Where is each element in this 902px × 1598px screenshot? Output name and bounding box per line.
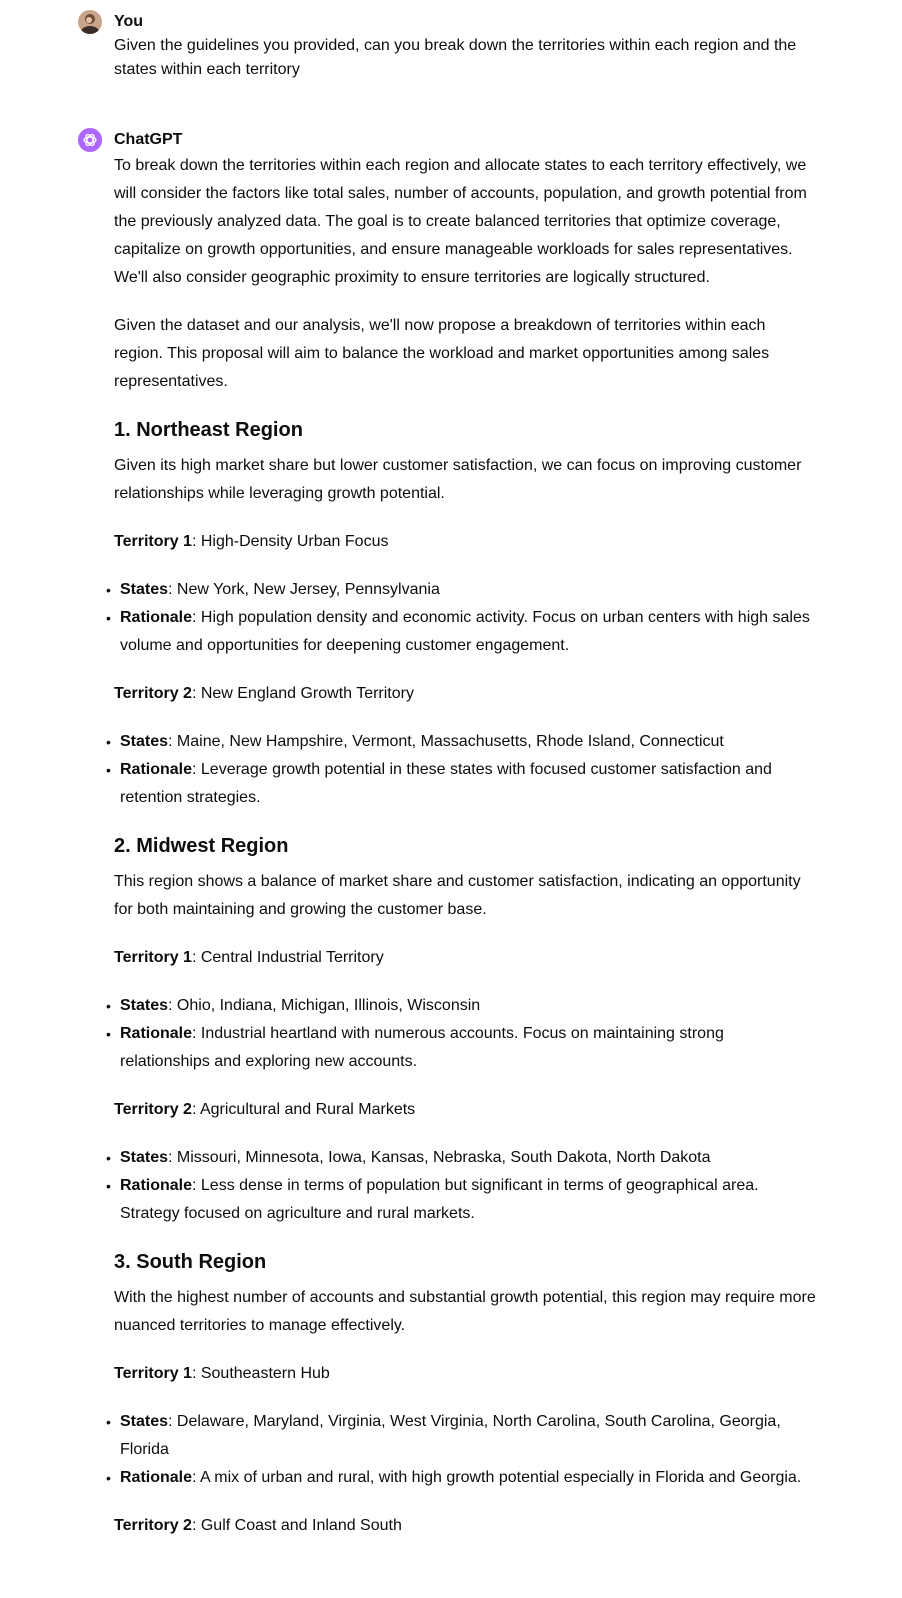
territory-title xyxy=(114,528,818,556)
territory-label: Territory 1 xyxy=(114,533,192,550)
user-message-text: Given the guidelines you provided, can you break down the territories within each region and the states within each territory xyxy=(114,37,797,78)
region-heading: 1. Northeast Region xyxy=(114,419,303,441)
user-photo-avatar-icon xyxy=(78,10,102,34)
list-item xyxy=(120,1172,818,1228)
list-item xyxy=(120,1464,818,1492)
intro-paragraph-1: To break down the territories within each region and allocate states to each territory effectively, we will consider the factors like total sales, number of accounts, population, and growth potential from the previously analyzed data. The goal is to create balanced territories that optimize coverage, capitalize on growth opportunities, and ensure manageable workloads for sales representatives. We'll also consider geographic proximity to ensure territories are logically structured. xyxy=(114,157,807,286)
territory-details-list xyxy=(114,576,818,660)
assistant-avatar xyxy=(78,128,102,152)
territory-details-list xyxy=(114,1408,818,1492)
list-item xyxy=(120,992,818,1020)
states-label: States xyxy=(120,733,169,750)
states-label: States xyxy=(120,997,169,1014)
territory-name: : Southeastern Hub xyxy=(191,1365,330,1382)
rationale-label: Rationale xyxy=(120,1469,193,1486)
list-item xyxy=(120,604,818,660)
territory-name: : Gulf Coast and Inland South xyxy=(191,1517,402,1534)
list-item xyxy=(120,728,818,756)
list-item xyxy=(120,1020,818,1076)
states-value: : Missouri, Minnesota, Iowa, Kansas, Nebraska, South Dakota, North Dakota xyxy=(168,1149,711,1166)
region-summary: With the highest number of accounts and substantial growth potential, this region may require more nuanced territories to manage effectively. xyxy=(114,1289,816,1334)
territory-title xyxy=(114,1512,818,1540)
assistant-message-body xyxy=(114,152,818,1560)
rationale-value: : Industrial heartland with numerous accounts. Focus on maintaining strong relationships and exploring new accounts. xyxy=(120,1025,724,1070)
rationale-label: Rationale xyxy=(120,1025,193,1042)
territory-details-list xyxy=(114,1144,818,1228)
territory-label: Territory 2 xyxy=(114,1101,192,1118)
states-value: : Maine, New Hampshire, Vermont, Massachusetts, Rhode Island, Connecticut xyxy=(168,733,724,750)
rationale-value: : High population density and economic activity. Focus on urban centers with high sales volume and opportunities for deepening customer engagement. xyxy=(120,609,810,654)
region-heading: 2. Midwest Region xyxy=(114,835,289,857)
states-label: States xyxy=(120,1413,169,1430)
states-label: States xyxy=(120,581,169,598)
territory-label: Territory 2 xyxy=(114,1517,192,1534)
assistant-message xyxy=(78,128,818,1598)
territory-title xyxy=(114,944,818,972)
territory-name: : New England Growth Territory xyxy=(191,685,414,702)
user-avatar[interactable] xyxy=(78,10,102,34)
states-label: States xyxy=(120,1149,169,1166)
rationale-value: : A mix of urban and rural, with high growth potential especially in Florida and Georgia. xyxy=(192,1469,802,1486)
states-value: : New York, New Jersey, Pennsylvania xyxy=(168,581,440,598)
territory-name: : High-Density Urban Focus xyxy=(191,533,389,550)
rationale-label: Rationale xyxy=(120,761,193,778)
list-item xyxy=(120,1408,818,1464)
territory-title xyxy=(114,1360,818,1388)
territory-label: Territory 2 xyxy=(114,685,192,702)
region-summary: Given its high market share but lower customer satisfaction, we can focus on improving customer relationships while leveraging growth potential. xyxy=(114,457,802,502)
region-summary: This region shows a balance of market share and customer satisfaction, indicating an opportunity for both maintaining and growing the customer base. xyxy=(114,873,801,918)
list-item xyxy=(120,576,818,604)
user-message xyxy=(78,10,818,90)
territory-title xyxy=(114,1096,818,1124)
rationale-label: Rationale xyxy=(120,609,193,626)
territory-name: : Central Industrial Territory xyxy=(191,949,384,966)
territory-details-list xyxy=(114,728,818,812)
user-author-name: You xyxy=(114,13,144,30)
rationale-label: Rationale xyxy=(120,1177,193,1194)
list-item xyxy=(120,756,818,812)
region-heading: 3. South Region xyxy=(114,1251,267,1273)
intro-paragraph-2: Given the dataset and our analysis, we'll now propose a breakdown of territories within each region. This proposal will aim to balance the workload and market opportunities among sales representatives. xyxy=(114,317,770,390)
territory-label: Territory 1 xyxy=(114,949,192,966)
territory-title xyxy=(114,680,818,708)
states-value: : Delaware, Maryland, Virginia, West Virginia, North Carolina, South Carolina, Georgia, Florida xyxy=(120,1413,781,1458)
rationale-value: : Leverage growth potential in these states with focused customer satisfaction and retention strategies. xyxy=(120,761,772,806)
assistant-author-name: ChatGPT xyxy=(114,131,183,148)
list-item xyxy=(120,1144,818,1172)
territory-details-list xyxy=(114,992,818,1076)
states-value: : Ohio, Indiana, Michigan, Illinois, Wisconsin xyxy=(168,997,481,1014)
openai-logo-icon xyxy=(78,128,102,152)
territory-label: Territory 1 xyxy=(114,1365,192,1382)
territory-name: : Agricultural and Rural Markets xyxy=(191,1101,416,1118)
rationale-value: : Less dense in terms of population but significant in terms of geographical area. Strategy focused on agriculture and rural markets. xyxy=(120,1177,759,1222)
